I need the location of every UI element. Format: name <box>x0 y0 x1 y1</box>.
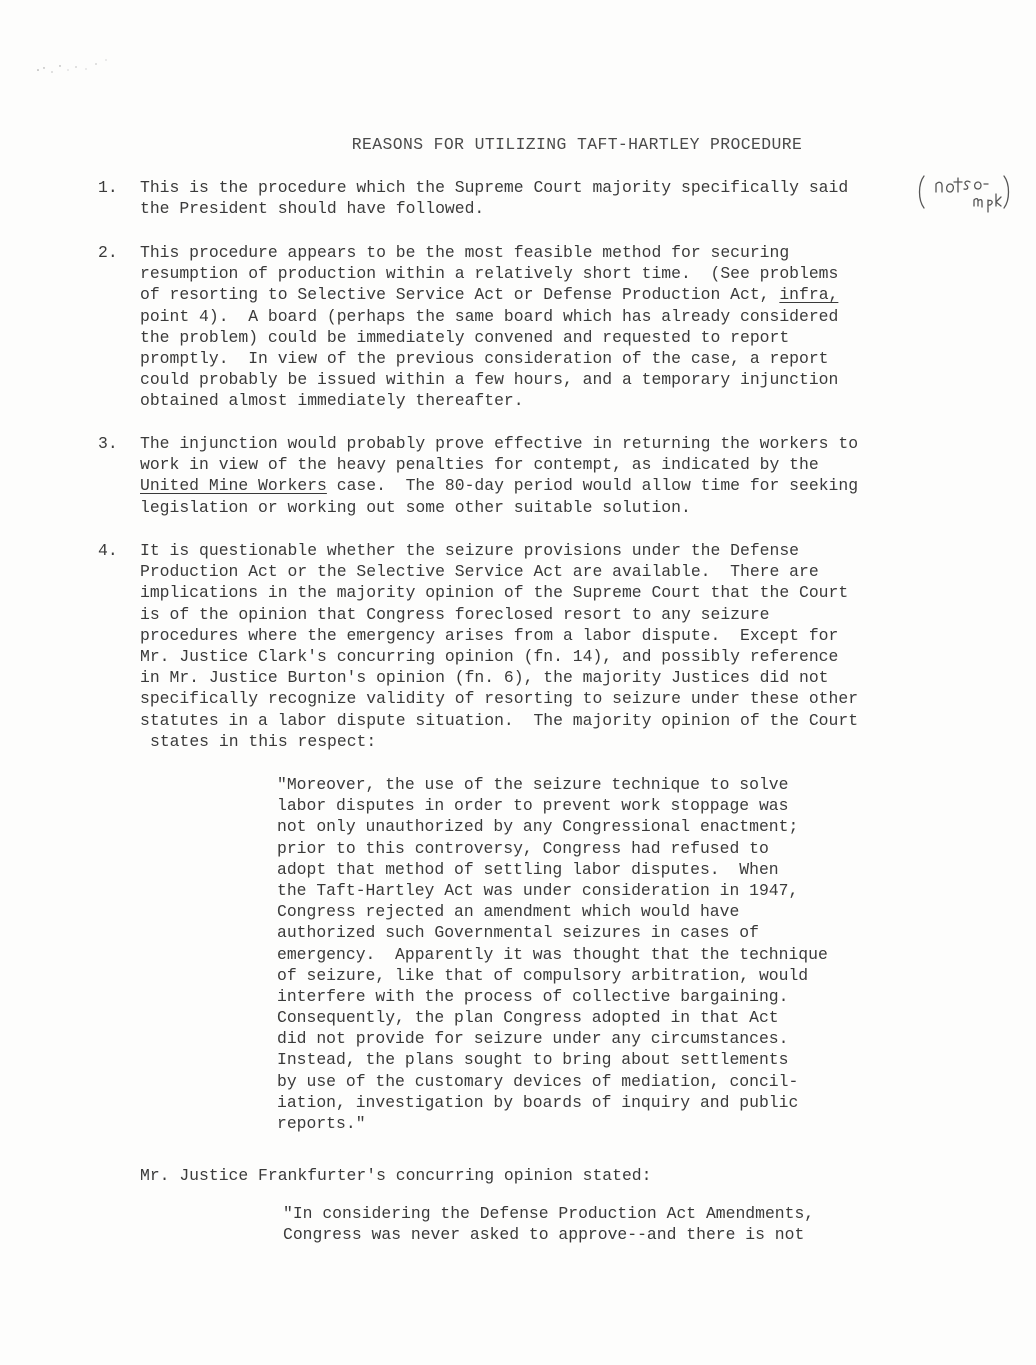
quote-line: emergency. Apparently it was thought that the technique <box>277 944 828 964</box>
item-text <box>140 540 930 752</box>
underlined-citation: United Mine Workers <box>140 476 327 496</box>
quote-line: Congress was never asked to approve--and there is not <box>283 1225 805 1245</box>
quote-line: Instead, the plans sought to bring about settlements <box>277 1050 789 1070</box>
paper-specks <box>30 48 120 88</box>
text-line: could probably be issued within a few hours, and a temporary injunction <box>140 370 839 390</box>
quote-line: "In considering the Defense Production Act Amendments, <box>283 1204 815 1223</box>
text-line: in Mr. Justice Burton's opinion (fn. 6), the majority Justices did not <box>140 668 829 688</box>
page-title: REASONS FOR UTILIZING TAFT-HARTLEY PROCEDURE <box>351 135 803 154</box>
text-line: is of the opinion that Congress foreclosed resort to any seizure <box>140 604 770 624</box>
text-line: statutes in a labor dispute situation. The majority opinion of the Court <box>140 710 859 730</box>
text-line: This procedure appears to be the most feasible method for securing <box>140 243 790 262</box>
quote-line: Consequently, the plan Congress adopted in that Act <box>277 1008 779 1028</box>
item-number: 2. <box>98 243 118 262</box>
text-line: This is the procedure which the Supreme Court majority specifically said <box>140 178 849 197</box>
quote-line: labor disputes in order to prevent work stoppage was <box>277 796 789 816</box>
quote-line: of seizure, like that of compulsory arbitration, would <box>277 965 809 985</box>
text-line: specifically recognize validity of resorting to seizure under these other <box>140 689 859 709</box>
quote-line: by use of the customary devices of mediation, concil- <box>277 1071 799 1091</box>
item-number: 3. <box>98 434 118 453</box>
text-line: the President should have followed. <box>140 199 485 219</box>
text-line: Production Act or the Selective Service Act are available. There are <box>140 562 819 582</box>
text-line: the problem) could be immediately convened and requested to report <box>140 327 790 347</box>
block-quote-majority <box>277 774 897 1134</box>
text-line: It is questionable whether the seizure provisions under the Defense <box>140 541 800 560</box>
quote-line: did not provide for seizure under any circumstances. <box>277 1029 789 1049</box>
quote-line: the Taft-Hartley Act was under consideration in 1947, <box>277 880 799 900</box>
underlined-citation: infra, <box>779 285 839 305</box>
quote-line: not only unauthorized by any Congressional enactment; <box>277 817 799 837</box>
quote-line: Congress rejected an amendment which would have <box>277 902 740 922</box>
text-line: implications in the majority opinion of the Supreme Court that the Court <box>140 583 849 603</box>
frankfurter-intro: Mr. Justice Frankfurter's concurring opinion stated: <box>140 1166 652 1185</box>
text-line: work in view of the heavy penalties for contempt, as indicated by the <box>140 455 819 475</box>
item-text <box>140 433 930 518</box>
quote-line: iation, investigation by boards of inquiry and public <box>277 1092 799 1112</box>
quote-line: adopt that method of settling labor disputes. When <box>277 859 779 879</box>
text-line: The injunction would probably prove effective in returning the workers to <box>140 434 859 453</box>
text-line: resumption of production within a relatively short time. (See problems <box>140 264 839 284</box>
item-text <box>140 177 930 219</box>
text-line: legislation or working out some other suitable solution. <box>140 497 691 517</box>
text-line: procedures where the emergency arises from a labor dispute. Except for <box>140 625 839 645</box>
text-line: point 4). A board (perhaps the same board which has already considered <box>140 306 839 326</box>
text-line: of resorting to Selective Service Act or Defense Production Act, infra, <box>140 285 839 305</box>
block-quote-frankfurter <box>283 1203 903 1245</box>
text-line: obtained almost immediately thereafter. <box>140 391 524 411</box>
item-number: 4. <box>98 541 118 560</box>
quote-line: authorized such Governmental seizures in cases of <box>277 923 759 943</box>
quote-line: prior to this controversy, Congress had refused to <box>277 838 769 858</box>
item-text <box>140 242 930 412</box>
text-line: United Mine Workers case. The 80-day period would allow time for seeking <box>140 476 859 496</box>
text-line: promptly. In view of the previous consideration of the case, a report <box>140 348 829 368</box>
quote-line: "Moreover, the use of the seizure technique to solve <box>277 775 789 794</box>
quote-line: interfere with the process of collective bargaining. <box>277 986 789 1006</box>
quote-line: reports." <box>277 1114 366 1133</box>
text-line: Mr. Justice Clark's concurring opinion (fn. 14), and possibly reference <box>140 646 839 666</box>
item-number: 1. <box>98 178 118 197</box>
text-line: states in this respect: <box>150 731 377 751</box>
